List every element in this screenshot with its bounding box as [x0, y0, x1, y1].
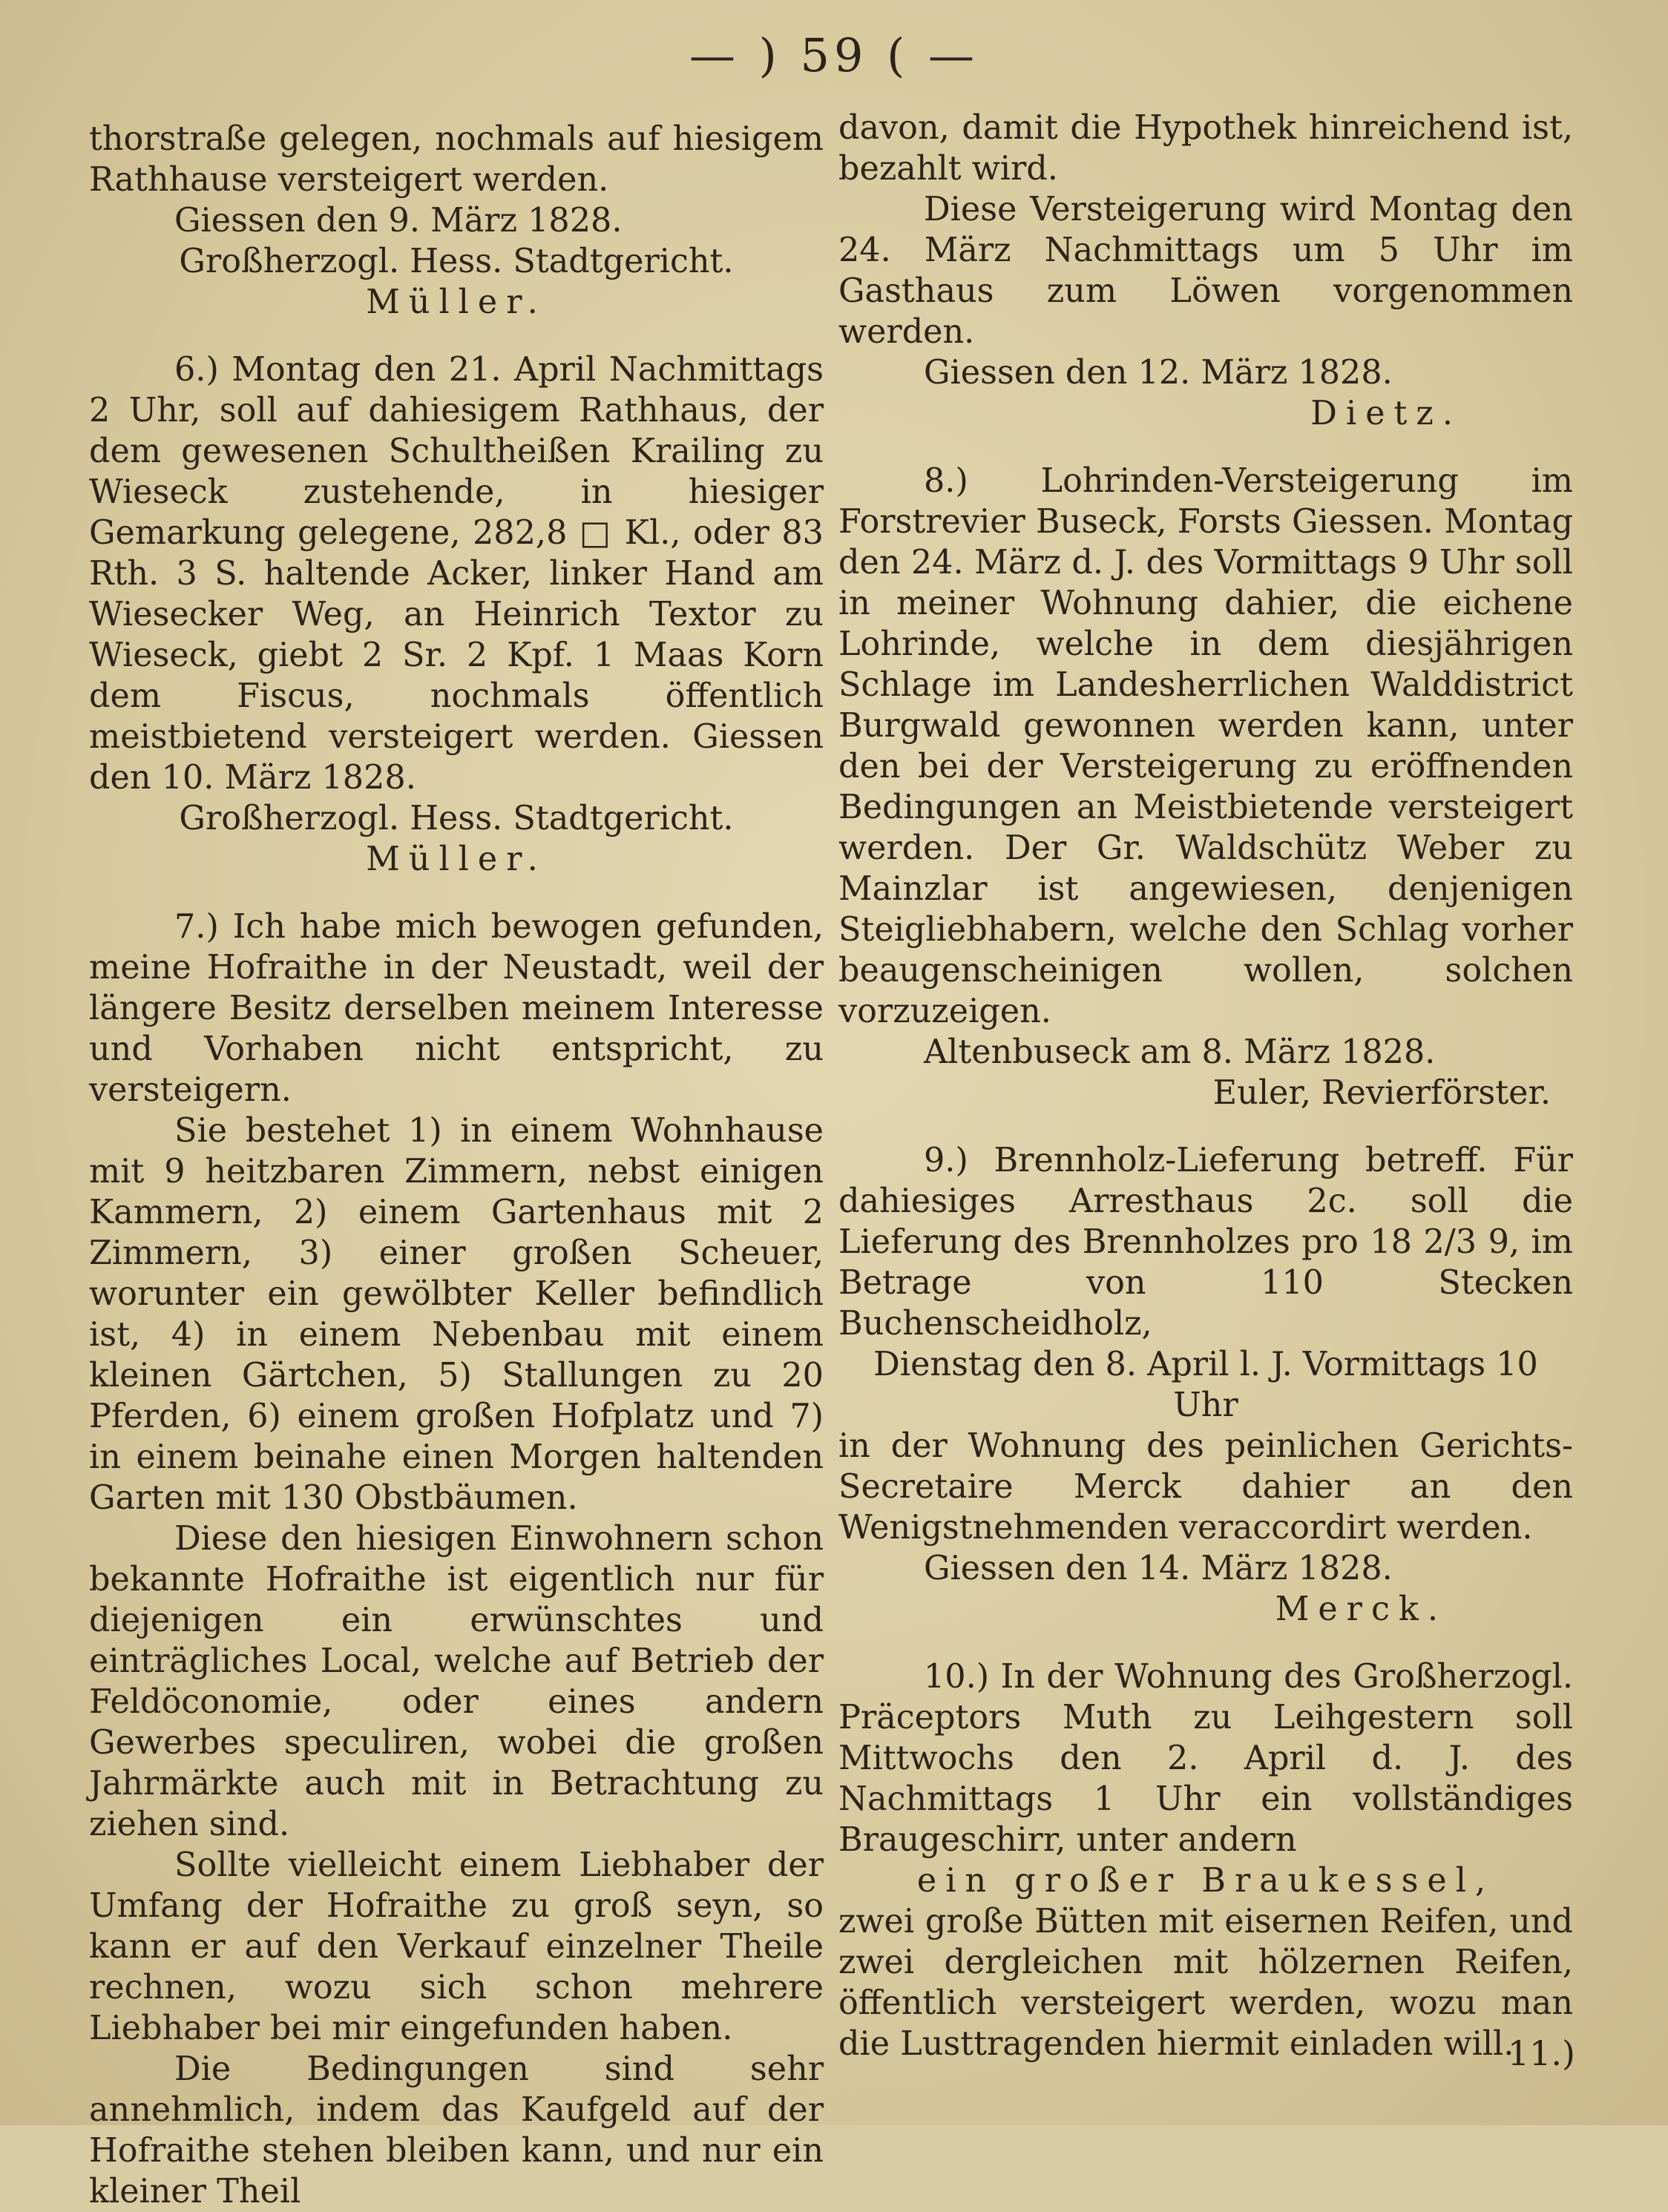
right-column [838, 108, 1573, 2064]
notice-7-paragraph-3: Diese den hiesigen Einwohnern schon bekannte Hofraithe ist eigentlich nur für diejenigen ein erwünschtes und einträgliches Local, welche auf Betrieb der Feldöconomie, oder eines andern Gewerbes speculiren, wobei die großen Jahrmärkte auch mit in Betrachtung zu ziehen sind. [89, 1520, 824, 1843]
signature: Müller. [366, 283, 547, 321]
notice-10-body-2: zwei große Bütten mit eisernen Reifen, und zwei dergleichen mit hölzernen Reifen, öffentlich versteigert werden, wozu man die Lusttragenden hiermit einladen will. [838, 1903, 1573, 2063]
continued-notice-text: thorstraße gelegen, nochmals auf hiesigem Rathhause versteigert werden. [89, 120, 824, 199]
notice-9-signature: Merck. [1275, 1590, 1447, 1628]
notice-date: Giessen den 12. März 1828. [924, 354, 1393, 392]
continued-notice-text: davon, damit die Hypothek hinreichend ist, bezahlt wird. [838, 109, 1573, 188]
notice-8-signature: Euler, Revierförster. [1212, 1074, 1551, 1112]
continued-notice-text-2: Diese Versteigerung wird Montag den 24. März Nachmittags um 5 Uhr im Gasthaus zum Löwen vorgenommen werden. [838, 191, 1573, 351]
notice-10-body: 10.) In der Wohnung des Großherzogl. Präceptors Muth zu Leihgestern soll Mittwochs den 2. April d. J. des Nachmittags 1 Uhr ein vollständiges Braugeschirr, unter andern [838, 1658, 1573, 1859]
notice-6-court: Großherzogl. Hess. Stadtgericht. [179, 800, 734, 837]
notice-9-when: Dienstag den 8. April l. J. Vormittags 10 Uhr [873, 1346, 1538, 1424]
left-column [89, 119, 824, 2212]
notice-9-body-2: in der Wohnung des peinlichen Gerichts-Secretaire Merck dahier an den Wenigstnehmenden veraccordirt werden. [838, 1427, 1573, 1547]
notice-9-date: Giessen den 14. März 1828. [924, 1550, 1393, 1587]
notice-7-paragraph-1: 7.) Ich habe mich bewogen gefunden, meine Hofraithe in der Neustadt, weil der längere Besitz derselben meinem Interesse und Vorhaben nicht entspricht, zu versteigern. [89, 908, 824, 1109]
notice-8-body: 8.) Lohrinden-Versteigerung im Forstrevier Buseck, Forsts Giessen. Montag den 24. März d. J. des Vormittags 9 Uhr soll in meiner Wohnung dahier, die eichene Lohrinde, welche in dem diesjährigen Schlage im Landesherrlichen Walddistrict Burgwald gewonnen werden kann, unter den bei der Versteigerung zu eröffnenden Bedingungen an Meistbietende versteigert werden. Der Gr. Waldschütz Weber zu Mainzlar ist angewiesen, denjenigen Steigliebhabern, welche den Schlag vorher beaugenscheinigen wollen, solchen vorzuzeigen. [838, 462, 1573, 1030]
court-name: Großherzogl. Hess. Stadtgericht. [179, 243, 734, 280]
notice-date: Giessen den 9. März 1828. [174, 202, 623, 240]
notice-7-paragraph-5: Die Bedingungen sind sehr annehmlich, indem das Kaufgeld auf der Hofraithe stehen bleiben kann, und nur ein kleiner Theil [89, 2050, 824, 2211]
notice-8-date: Altenbuseck am 8. März 1828. [924, 1033, 1436, 1071]
notice-7-paragraph-2: Sie bestehet 1) in einem Wohnhause mit 9 heitzbaren Zimmern, nebst einigen Kammern, 2) einem Gartenhaus mit 2 Zimmern, 3) einer großen Scheuer, worunter ein gewölbter Keller befindlich ist, 4) in einem Nebenbau mit einem kleinen Gärtchen, 5) Stallungen zu 20 Pferden, 6) einem großen Hofplatz und 7) in einem beinahe einen Morgen haltenden Garten mit 130 Obstbäumen. [89, 1112, 824, 1517]
notice-10-item: ein großer Braukessel, [916, 1862, 1495, 1900]
signature: Dietz. [1310, 395, 1462, 432]
notice-6-signature: Müller. [366, 840, 547, 878]
page-header: — ) 59 ( — [689, 28, 979, 82]
notice-7-paragraph-4: Sollte vielleicht einem Liebhaber der Umfang der Hofraithe zu groß seyn, so kann er auf den Verkauf einzelner Theile rechnen, wozu sich schon mehrere Liebhaber bei mir eingefunden haben. [89, 1846, 824, 2047]
next-notice-number: 11.) [1507, 2033, 1575, 2073]
notice-6-body: 6.) Montag den 21. April Nachmittags 2 Uhr, soll auf dahiesigem Rathhaus, der dem gewesenen Schultheißen Krailing zu Wieseck zustehende, in hiesiger Gemarkung gelegene, 282,8 □ Kl., oder 83 Rth. 3 S. haltende Acker, linker Hand am Wiesecker Weg, an Heinrich Textor zu Wieseck, giebt 2 Sr. 2 Kpf. 1 Maas Korn dem Fiscus, nochmals öffentlich meistbietend versteigert werden. Giessen den 10. März 1828. [89, 351, 824, 797]
notice-9-body: 9.) Brennholz-Lieferung betreff. Für dahiesiges Arresthaus 2c. soll die Lieferung des Brennholzes pro 18 2/3 9, im Betrage von 110 Stecken Buchenscheidholz, [838, 1142, 1573, 1343]
